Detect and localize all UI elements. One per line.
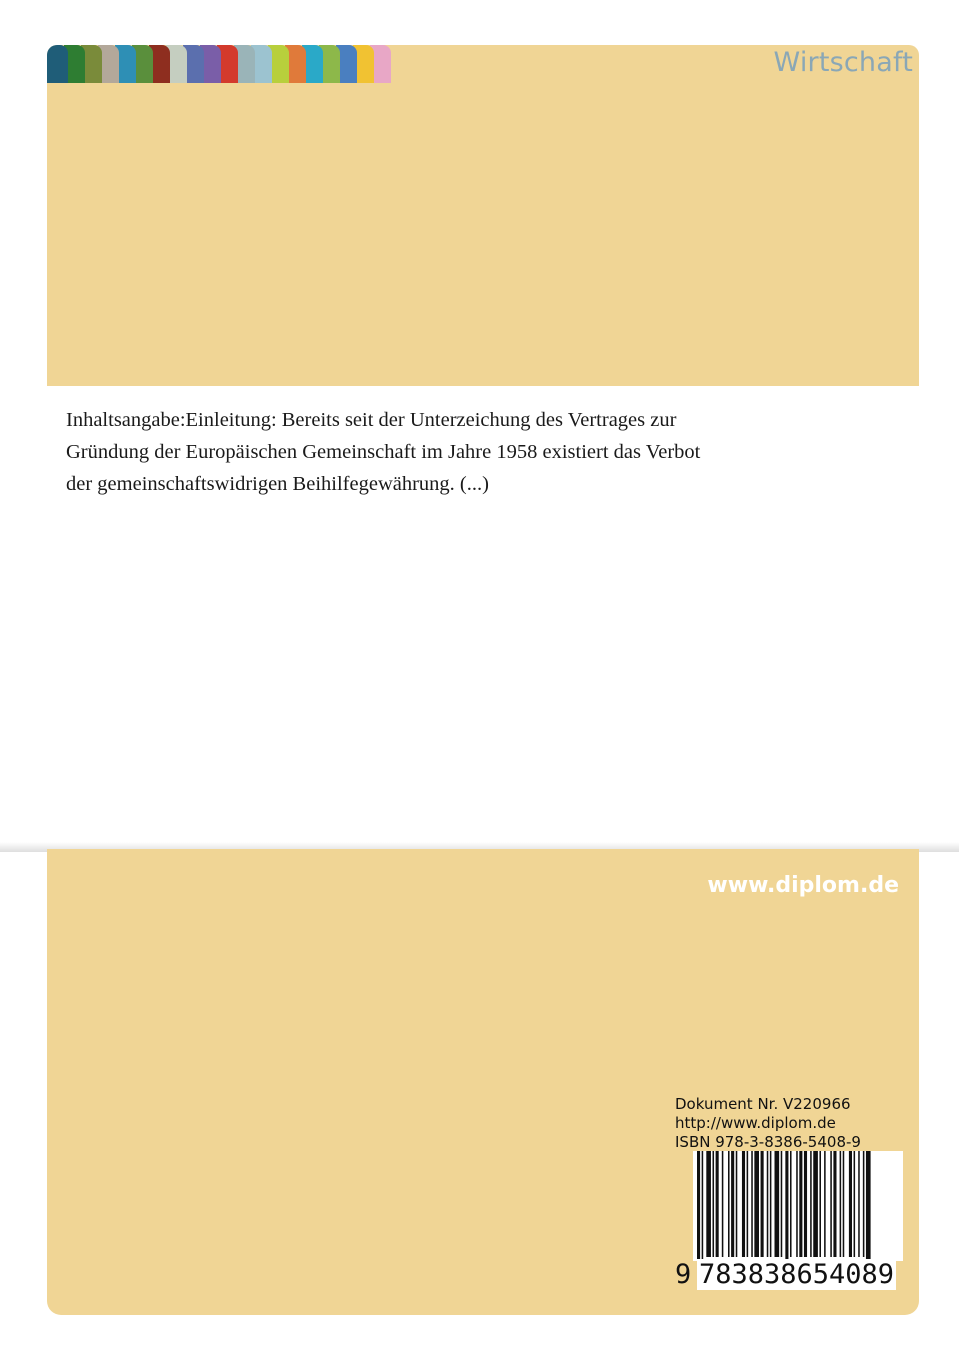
- barcode-bar: [731, 1151, 734, 1257]
- barcode-bar: [796, 1151, 798, 1257]
- bottom-panel: [47, 849, 919, 1315]
- barcode-bar: [781, 1151, 783, 1257]
- barcode-bar: [754, 1151, 759, 1257]
- barcode-bar: [790, 1151, 792, 1257]
- barcode-bar: [770, 1151, 772, 1257]
- barcode-bar: [858, 1151, 860, 1257]
- barcode-bar: [866, 1151, 871, 1261]
- publisher-website: www.diplom.de: [707, 873, 899, 898]
- barcode-bar: [843, 1151, 845, 1257]
- barcode-bar: [833, 1151, 836, 1257]
- barcode-bar: [716, 1151, 719, 1257]
- abstract-line: Inhaltsangabe:Einleitung: Bereits seit der Unterzeichung des Vertrages zur: [66, 409, 677, 431]
- barcode-bar: [804, 1151, 807, 1257]
- barcode-bar: [785, 1151, 788, 1261]
- top-panel: [47, 45, 919, 386]
- abstract-line: der gemeinschaftswidrigen Beihilfegewährung. (...): [66, 473, 489, 495]
- barcode-bar: [824, 1151, 826, 1257]
- barcode-bar: [722, 1151, 724, 1257]
- barcode-bar: [810, 1151, 812, 1257]
- barcode-first-digit: 9: [675, 1259, 692, 1290]
- document-number: Dokument Nr. V220966: [675, 1095, 851, 1113]
- barcode-bar: [728, 1151, 730, 1257]
- barcode-bar: [702, 1151, 704, 1261]
- category-label: Wirtschaft: [773, 47, 913, 78]
- barcode-bar: [863, 1151, 865, 1257]
- barcode-bar: [713, 1151, 715, 1257]
- barcode-bar: [761, 1151, 764, 1257]
- barcode-bar: [813, 1151, 818, 1257]
- barcode-bar: [819, 1151, 821, 1257]
- color-stripe-bar: [47, 45, 382, 83]
- barcode-bar: [849, 1151, 852, 1257]
- abstract-line: Gründung der Europäischen Gemeinschaft im Jahre 1958 existiert das Verbot: [66, 441, 701, 463]
- barcode-bar: [736, 1151, 738, 1257]
- barcode-bar: [697, 1151, 700, 1261]
- barcode-bars: [693, 1151, 903, 1261]
- barcode-bar: [799, 1151, 802, 1257]
- barcode-bar: [830, 1151, 832, 1257]
- publisher-url: http://www.diplom.de: [675, 1114, 836, 1132]
- barcode-bar: [775, 1151, 780, 1257]
- barcode-bar: [854, 1151, 856, 1257]
- barcode: [675, 1151, 903, 1293]
- barcode-bar: [706, 1151, 711, 1257]
- barcode-bar: [840, 1151, 842, 1257]
- barcode-bar: [751, 1151, 753, 1257]
- color-stripe: [47, 45, 68, 83]
- barcode-digits: 783838654089: [699, 1259, 895, 1290]
- isbn: ISBN 978-3-8386-5408-9: [675, 1133, 861, 1151]
- barcode-bar: [747, 1151, 749, 1257]
- barcode-bar: [742, 1151, 745, 1257]
- abstract-text: [66, 404, 806, 500]
- imprint-block: [675, 1095, 861, 1152]
- barcode-bar: [767, 1151, 769, 1257]
